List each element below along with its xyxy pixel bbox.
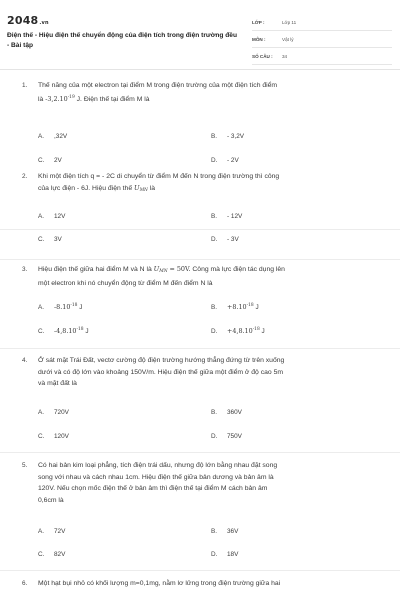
- option-d[interactable]: D. 18V: [211, 551, 239, 558]
- question-divider: [0, 452, 400, 453]
- meta-grade: LỚP : Lớp 11: [252, 15, 392, 31]
- option-b[interactable]: B. $+8.10^{-18}$ J: [211, 303, 259, 311]
- option-c[interactable]: C. 3V: [38, 236, 62, 243]
- question-text: Có hai bản kim loại phẳng, tích điện trái dấu, nhưng độ lớn bằng nhau đặt song song với nhau và cách nhau 1cm. Hiệu điện thế giữa bản dương và bản âm là 120V. Nếu chọn mốc điện thế ở bản âm thì điện thế tại điểm M cách bản âm 0,6cm là: [38, 462, 278, 504]
- question-divider: [0, 259, 400, 260]
- worksheet-meta: [252, 15, 392, 66]
- question-text: Thế năng của một electron tại điểm M trong điện trường của một điện tích điểm là $-3,2.10^{-19}$ J. Điện thế tại điểm M là: [38, 82, 278, 103]
- option-b[interactable]: B. 360V: [211, 409, 242, 416]
- option-d[interactable]: D. 750V: [211, 433, 242, 440]
- meta-question-count: SỐ CÂU : 34: [252, 49, 392, 65]
- question-divider: [0, 348, 400, 349]
- page-header: [0, 0, 400, 70]
- header-divider: [0, 69, 400, 70]
- option-d[interactable]: D. $+4,8.10^{-18}$ J: [211, 327, 265, 335]
- question-text: Một hạt bụi nhỏ có khối lượng m=0,1mg, nằm lơ lửng trong điện trường giữa hai: [38, 580, 281, 587]
- option-c[interactable]: C. 120V: [38, 433, 69, 440]
- option-a[interactable]: A. ,32V: [38, 133, 68, 140]
- question-text: Khi một điện tích q = - 2C di chuyển từ điểm M đến N trong điện trường thì công của lực điện - 6J. Hiệu điện thế $U_{MN}$ là: [38, 173, 280, 193]
- option-b[interactable]: B. - 3,2V: [211, 133, 245, 140]
- question-divider: [0, 570, 400, 571]
- option-a[interactable]: A. 12V: [38, 213, 66, 220]
- option-d[interactable]: D. - 3V: [211, 236, 239, 243]
- option-b[interactable]: B. 36V: [211, 528, 239, 535]
- worksheet-title: Điện thế - Hiệu điện thế chuyển động của điện tích trong điện trường đều - Bài tập: [7, 32, 237, 49]
- option-a[interactable]: A. $-8.10^{-18}$ J: [38, 303, 83, 311]
- worksheet-page: 2048.vn Điện thế - Hiệu điện thế chuyển động của điện tích trong điện trường đều - Bài tập LỚP : Lớp 11 MÔN : Vật lý SỐ CÂU : 34 1. Thế năng của một electron tại điểm M trong điện trường của một điện tích điểm là $-3,2.10^{-19}$ J. Điện thế tại điểm M là A. ,32V B. - 3,2V C. 2V D. - 2V 2. Khi một điện tích q = - 2C di chuyển từ điểm M đến N trong điện trường thì công của lực điện - 6J. Hiệu điện thế $U_{MN}$ là A. 12V B. - 12V C. 3V D. - 3V 3. Hiệu điện thế giữa hai điểm M và N là $U_{MN} = 50V$. Công mà lực điện tác dụng lên một electron khi nó chuyển động từ điểm M đến điểm N là A. $-8.10^{-18}$ J B. $+8.10^{-18}$ J C. $-4,8.10^{-18}$ J D. $+4,8.10^{-18}$ J 4. Ở sát mặt Trái Đất, vectơ cường độ điện trường hướng thẳng đứng từ trên xuống dưới và có độ lớn vào khoảng 150V/m. Hiệu điện thế giữa một điểm ở độ cao 5m và mặt đất là A. 720V B. 360V C. 120V D. 750V 5. Có hai bản kim loại phẳng, tích điện trái dấu, nhưng độ lớn bằng nhau đặt song song với nhau và cách nhau 1cm. Hiệu điện thế giữa bản dương và bản âm là 120V. Nếu chọn mốc điện thế ở bản âm thì điện thế tại điểm M cách bản âm 0,6cm là A. 72V B. 36V C. 82V D. 18V 6. Một hạt bụi nhỏ có khối lượng m=0,1mg, nằm lơ lửng trong điện trường giữa hai: [0, 0, 400, 600]
- question-text: Hiệu điện thế giữa hai điểm M và N là $U_{MN} = 50V$. Công mà lực điện tác dụng lên một electron khi nó chuyển động từ điểm M đến điểm N là: [38, 265, 285, 287]
- option-c[interactable]: C. 82V: [38, 551, 66, 558]
- page-bottom-fade: [0, 592, 400, 600]
- option-c[interactable]: C. $-4,8.10^{-18}$ J: [38, 327, 89, 335]
- option-d[interactable]: D. - 2V: [211, 157, 239, 164]
- option-a[interactable]: A. 720V: [38, 409, 69, 416]
- question-divider: [0, 229, 400, 230]
- option-b[interactable]: B. - 12V: [211, 213, 243, 220]
- site-logo[interactable]: 2048.vn: [7, 14, 49, 27]
- option-c[interactable]: C. 2V: [38, 157, 62, 164]
- meta-subject: MÔN : Vật lý: [252, 32, 392, 48]
- question-text: Ở sát mặt Trái Đất, vectơ cường độ điện trường hướng thẳng đứng từ trên xuống dưới và có độ lớn vào khoảng 150V/m. Hiệu điện thế giữa một điểm ở độ cao 5m và mặt đất là: [38, 357, 285, 387]
- option-a[interactable]: A. 72V: [38, 528, 66, 535]
